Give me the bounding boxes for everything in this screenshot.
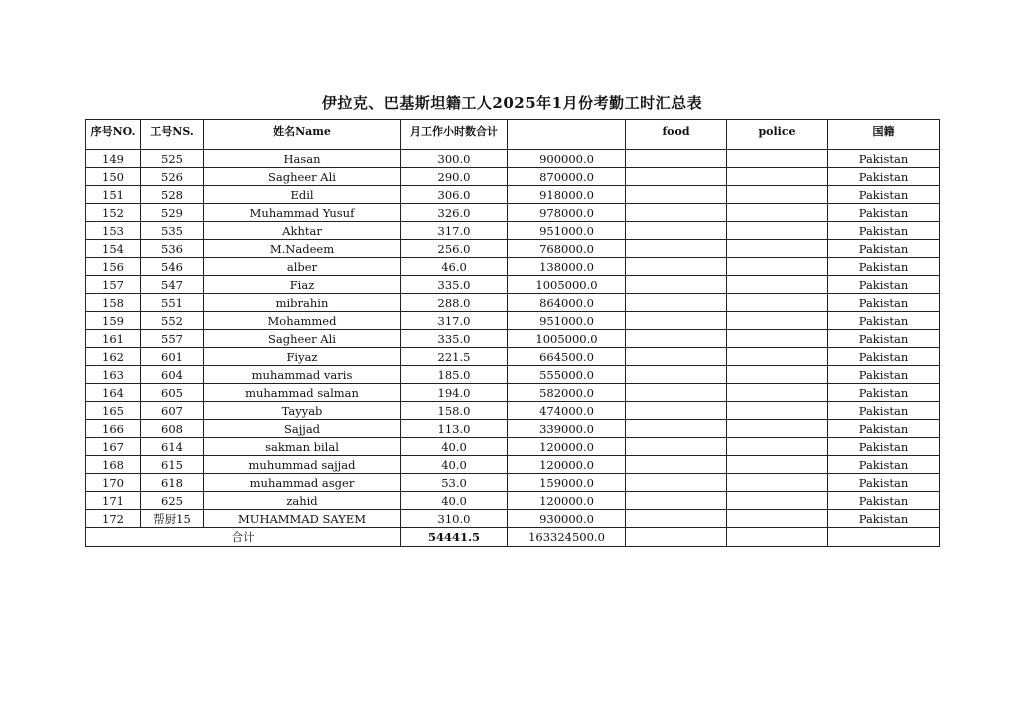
cell-police xyxy=(727,510,828,528)
cell-amount: 582000.0 xyxy=(508,384,626,402)
cell-police xyxy=(727,294,828,312)
table-row xyxy=(86,510,940,528)
cell-food xyxy=(626,168,727,186)
attendance-table xyxy=(85,119,940,547)
cell-amount: 474000.0 xyxy=(508,402,626,420)
table-row xyxy=(86,312,940,330)
table-row xyxy=(86,186,940,204)
cell-seq: 163 xyxy=(86,366,141,384)
cell-food xyxy=(626,366,727,384)
table-row xyxy=(86,168,940,186)
cell-police xyxy=(727,258,828,276)
cell-id: 529 xyxy=(141,204,204,222)
cell-hours: 317.0 xyxy=(401,312,508,330)
cell-seq: 162 xyxy=(86,348,141,366)
cell-name: Muhammad Yusuf xyxy=(204,204,401,222)
cell-id: 帮厨15 xyxy=(141,510,204,528)
cell-amount: 159000.0 xyxy=(508,474,626,492)
cell-id: 604 xyxy=(141,366,204,384)
cell-id: 552 xyxy=(141,312,204,330)
cell-food xyxy=(626,348,727,366)
cell-id: 547 xyxy=(141,276,204,294)
cell-seq: 157 xyxy=(86,276,141,294)
cell-seq: 171 xyxy=(86,492,141,510)
total-police xyxy=(727,528,828,547)
cell-nationality: Pakistan xyxy=(828,222,940,240)
cell-food xyxy=(626,240,727,258)
cell-amount: 339000.0 xyxy=(508,420,626,438)
cell-amount: 930000.0 xyxy=(508,510,626,528)
cell-id: 607 xyxy=(141,402,204,420)
cell-police xyxy=(727,240,828,258)
cell-police xyxy=(727,330,828,348)
cell-food xyxy=(626,294,727,312)
cell-id: 618 xyxy=(141,474,204,492)
header-id: 工号NS. xyxy=(141,120,204,150)
cell-hours: 53.0 xyxy=(401,474,508,492)
cell-food xyxy=(626,204,727,222)
document-title: 伊拉克、巴基斯坦籍工人2025年1月份考勤工时汇总表 xyxy=(321,94,703,112)
table-row xyxy=(86,240,940,258)
cell-nationality: Pakistan xyxy=(828,312,940,330)
cell-police xyxy=(727,456,828,474)
cell-seq: 151 xyxy=(86,186,141,204)
cell-name: Edil xyxy=(204,186,401,204)
cell-police xyxy=(727,276,828,294)
cell-id: 535 xyxy=(141,222,204,240)
cell-food xyxy=(626,150,727,168)
cell-food xyxy=(626,222,727,240)
cell-nationality: Pakistan xyxy=(828,420,940,438)
total-food xyxy=(626,528,727,547)
cell-hours: 306.0 xyxy=(401,186,508,204)
cell-nationality: Pakistan xyxy=(828,186,940,204)
cell-seq: 167 xyxy=(86,438,141,456)
header-seq: 序号NO. xyxy=(86,120,141,150)
cell-id: 625 xyxy=(141,492,204,510)
cell-id: 525 xyxy=(141,150,204,168)
cell-amount: 870000.0 xyxy=(508,168,626,186)
cell-nationality: Pakistan xyxy=(828,330,940,348)
cell-hours: 326.0 xyxy=(401,204,508,222)
cell-food xyxy=(626,402,727,420)
cell-food xyxy=(626,492,727,510)
cell-id: 557 xyxy=(141,330,204,348)
total-hours: 54441.5 xyxy=(401,528,508,547)
cell-nationality: Pakistan xyxy=(828,384,940,402)
cell-police xyxy=(727,222,828,240)
cell-seq: 161 xyxy=(86,330,141,348)
total-label: 合计 xyxy=(86,528,401,547)
cell-name: mibrahin xyxy=(204,294,401,312)
cell-police xyxy=(727,384,828,402)
cell-nationality: Pakistan xyxy=(828,204,940,222)
cell-id: 601 xyxy=(141,348,204,366)
cell-amount: 951000.0 xyxy=(508,222,626,240)
cell-name: Mohammed xyxy=(204,312,401,330)
cell-police xyxy=(727,492,828,510)
cell-hours: 317.0 xyxy=(401,222,508,240)
cell-seq: 166 xyxy=(86,420,141,438)
cell-hours: 335.0 xyxy=(401,330,508,348)
cell-amount: 978000.0 xyxy=(508,204,626,222)
table-row xyxy=(86,420,940,438)
cell-nationality: Pakistan xyxy=(828,510,940,528)
cell-nationality: Pakistan xyxy=(828,258,940,276)
cell-id: 615 xyxy=(141,456,204,474)
table-row xyxy=(86,492,940,510)
cell-id: 546 xyxy=(141,258,204,276)
cell-nationality: Pakistan xyxy=(828,456,940,474)
cell-seq: 152 xyxy=(86,204,141,222)
header-food: food xyxy=(626,120,727,150)
cell-nationality: Pakistan xyxy=(828,474,940,492)
cell-name: sakman bilal xyxy=(204,438,401,456)
cell-hours: 40.0 xyxy=(401,492,508,510)
cell-hours: 288.0 xyxy=(401,294,508,312)
cell-nationality: Pakistan xyxy=(828,294,940,312)
cell-police xyxy=(727,348,828,366)
cell-hours: 310.0 xyxy=(401,510,508,528)
cell-name: Sagheer Ali xyxy=(204,330,401,348)
cell-name: Tayyab xyxy=(204,402,401,420)
cell-id: 526 xyxy=(141,168,204,186)
cell-amount: 768000.0 xyxy=(508,240,626,258)
table-row xyxy=(86,276,940,294)
cell-hours: 290.0 xyxy=(401,168,508,186)
table-row xyxy=(86,384,940,402)
cell-amount: 120000.0 xyxy=(508,456,626,474)
cell-id: 605 xyxy=(141,384,204,402)
cell-name: Fiaz xyxy=(204,276,401,294)
cell-amount: 555000.0 xyxy=(508,366,626,384)
cell-food xyxy=(626,186,727,204)
table-row xyxy=(86,204,940,222)
cell-id: 551 xyxy=(141,294,204,312)
cell-nationality: Pakistan xyxy=(828,402,940,420)
cell-id: 528 xyxy=(141,186,204,204)
cell-name: MUHAMMAD SAYEM xyxy=(204,510,401,528)
cell-name: muhammad varis xyxy=(204,366,401,384)
table-row xyxy=(86,294,940,312)
cell-food xyxy=(626,276,727,294)
cell-id: 614 xyxy=(141,438,204,456)
header-police: police xyxy=(727,120,828,150)
total-nationality xyxy=(828,528,940,547)
cell-food xyxy=(626,420,727,438)
cell-name: zahid xyxy=(204,492,401,510)
cell-nationality: Pakistan xyxy=(828,348,940,366)
cell-name: Sajjad xyxy=(204,420,401,438)
cell-food xyxy=(626,474,727,492)
total-row xyxy=(86,528,940,547)
cell-hours: 335.0 xyxy=(401,276,508,294)
table-row xyxy=(86,330,940,348)
cell-police xyxy=(727,474,828,492)
cell-id: 608 xyxy=(141,420,204,438)
cell-police xyxy=(727,204,828,222)
table-header-row xyxy=(86,120,940,150)
cell-hours: 185.0 xyxy=(401,366,508,384)
cell-name: muhummad sajjad xyxy=(204,456,401,474)
cell-name: muhammad asger xyxy=(204,474,401,492)
cell-police xyxy=(727,312,828,330)
table-row xyxy=(86,438,940,456)
cell-hours: 46.0 xyxy=(401,258,508,276)
table-row xyxy=(86,222,940,240)
cell-police xyxy=(727,168,828,186)
cell-police xyxy=(727,186,828,204)
cell-seq: 153 xyxy=(86,222,141,240)
cell-amount: 951000.0 xyxy=(508,312,626,330)
cell-seq: 154 xyxy=(86,240,141,258)
cell-seq: 149 xyxy=(86,150,141,168)
cell-food xyxy=(626,312,727,330)
cell-name: M.Nadeem xyxy=(204,240,401,258)
cell-name: alber xyxy=(204,258,401,276)
cell-seq: 159 xyxy=(86,312,141,330)
cell-food xyxy=(626,258,727,276)
table-row xyxy=(86,150,940,168)
cell-seq: 165 xyxy=(86,402,141,420)
cell-hours: 300.0 xyxy=(401,150,508,168)
header-amount xyxy=(508,120,626,150)
table-row xyxy=(86,258,940,276)
cell-hours: 40.0 xyxy=(401,456,508,474)
cell-nationality: Pakistan xyxy=(828,240,940,258)
cell-seq: 170 xyxy=(86,474,141,492)
cell-seq: 158 xyxy=(86,294,141,312)
cell-food xyxy=(626,438,727,456)
cell-police xyxy=(727,366,828,384)
table-row xyxy=(86,456,940,474)
cell-hours: 194.0 xyxy=(401,384,508,402)
cell-name: Akhtar xyxy=(204,222,401,240)
cell-nationality: Pakistan xyxy=(828,492,940,510)
cell-police xyxy=(727,420,828,438)
cell-amount: 120000.0 xyxy=(508,492,626,510)
cell-hours: 113.0 xyxy=(401,420,508,438)
cell-nationality: Pakistan xyxy=(828,276,940,294)
cell-name: Hasan xyxy=(204,150,401,168)
table-row xyxy=(86,348,940,366)
cell-nationality: Pakistan xyxy=(828,168,940,186)
header-nationality: 国籍 xyxy=(828,120,940,150)
cell-amount: 664500.0 xyxy=(508,348,626,366)
cell-nationality: Pakistan xyxy=(828,366,940,384)
cell-food xyxy=(626,330,727,348)
cell-seq: 168 xyxy=(86,456,141,474)
cell-food xyxy=(626,456,727,474)
table-row xyxy=(86,402,940,420)
cell-name: Sagheer Ali xyxy=(204,168,401,186)
cell-police xyxy=(727,402,828,420)
cell-amount: 1005000.0 xyxy=(508,276,626,294)
header-name: 姓名Name xyxy=(204,120,401,150)
total-amount: 163324500.0 xyxy=(508,528,626,547)
cell-nationality: Pakistan xyxy=(828,150,940,168)
table-row xyxy=(86,474,940,492)
cell-amount: 900000.0 xyxy=(508,150,626,168)
cell-police xyxy=(727,150,828,168)
table-body xyxy=(86,150,940,528)
cell-seq: 156 xyxy=(86,258,141,276)
cell-id: 536 xyxy=(141,240,204,258)
cell-hours: 256.0 xyxy=(401,240,508,258)
cell-food xyxy=(626,510,727,528)
cell-name: muhammad salman xyxy=(204,384,401,402)
cell-hours: 40.0 xyxy=(401,438,508,456)
cell-name: Fiyaz xyxy=(204,348,401,366)
cell-hours: 221.5 xyxy=(401,348,508,366)
cell-amount: 138000.0 xyxy=(508,258,626,276)
cell-amount: 120000.0 xyxy=(508,438,626,456)
cell-police xyxy=(727,438,828,456)
table-row xyxy=(86,366,940,384)
cell-amount: 1005000.0 xyxy=(508,330,626,348)
header-hours: 月工作小时数合计 xyxy=(401,120,508,150)
cell-seq: 164 xyxy=(86,384,141,402)
cell-seq: 172 xyxy=(86,510,141,528)
cell-amount: 864000.0 xyxy=(508,294,626,312)
cell-food xyxy=(626,384,727,402)
cell-seq: 150 xyxy=(86,168,141,186)
cell-hours: 158.0 xyxy=(401,402,508,420)
cell-nationality: Pakistan xyxy=(828,438,940,456)
cell-amount: 918000.0 xyxy=(508,186,626,204)
